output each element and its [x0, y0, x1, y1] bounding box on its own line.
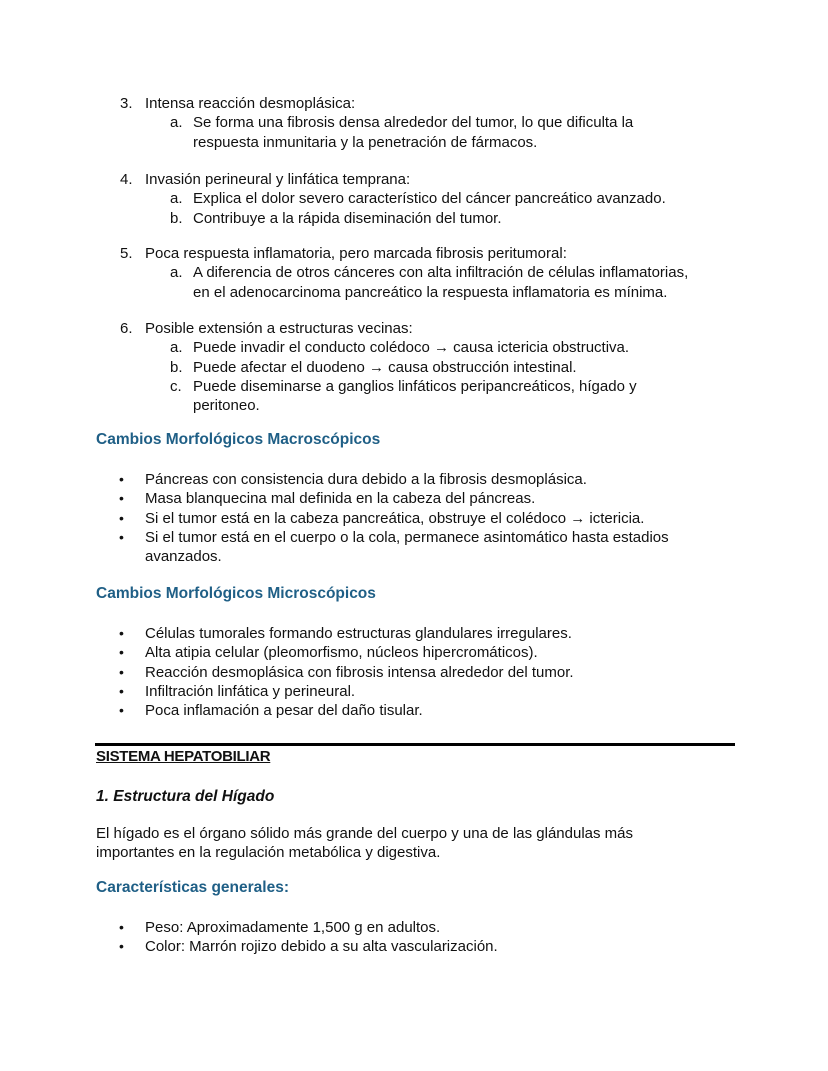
item-text: Poca respuesta inflamatoria, pero marcada fibrosis peritumoral:: [145, 245, 567, 262]
heading-microscopic: Cambios Morfológicos Microscópicos: [96, 585, 376, 602]
section-title: SISTEMA HEPATOBILIAR: [96, 748, 271, 765]
bullet-icon: •: [119, 471, 124, 487]
bullet-text: avanzados.: [145, 548, 222, 566]
sub-item-text: Puede diseminarse a ganglios linfáticos peripancreáticos, hígado y: [193, 377, 637, 395]
bullet-text: Si el tumor está en el cuerpo o la cola, permanece asintomático hasta estadios: [145, 528, 669, 546]
sub-item-letter: a.: [170, 339, 183, 357]
bullet-text: Masa blanquecina mal definida en la cabeza del páncreas.: [145, 490, 536, 508]
bullet-icon: •: [119, 938, 124, 955]
bullet-text: Páncreas con consistencia dura debido a la fibrosis desmoplásica.: [145, 471, 587, 488]
bullet-text: Alta atipia celular (pleomorfismo, núcleos hipercromáticos).: [145, 644, 538, 662]
sub-item-letter: a.: [170, 264, 183, 282]
paragraph-line: importantes en la regulación metabólica y digestiva.: [96, 844, 441, 862]
item-number: 3.: [120, 95, 133, 112]
sub-item-text: respuesta inmunitaria y la penetración de fármacos.: [193, 133, 538, 151]
subsection-title: 1. Estructura del Hígado: [96, 788, 275, 805]
bullet-text: Infiltración linfática y perineural.: [145, 682, 356, 700]
sub-item-letter: a.: [170, 114, 183, 132]
bullet-icon: •: [119, 663, 124, 680]
bullet-text: Células tumorales formando estructuras glandulares irregulares.: [145, 625, 572, 642]
bullet-icon: •: [119, 490, 124, 507]
item-number: 6.: [120, 320, 133, 337]
sub-item-text: Contribuye a la rápida diseminación del tumor.: [193, 209, 502, 227]
bullet-text: Poca inflamación a pesar del daño tisular.: [145, 702, 423, 720]
bullet-icon: •: [119, 682, 124, 699]
bullet-icon: •: [119, 919, 124, 935]
bullet-text: Si el tumor está en la cabeza pancreática, obstruye el colédoco → ictericia.: [145, 509, 645, 527]
bullet-icon: •: [119, 528, 124, 545]
item-text: Posible extensión a estructuras vecinas:: [145, 320, 413, 337]
sub-item-letter: b.: [170, 358, 183, 376]
heading-general: Características generales:: [96, 879, 290, 896]
sub-item-text: Se forma una fibrosis densa alrededor del tumor, lo que dificulta la: [193, 114, 634, 132]
sub-item-letter: a.: [170, 190, 183, 208]
item-number: 5.: [120, 245, 133, 262]
bullet-text: Color: Marrón rojizo debido a su alta vascularización.: [145, 938, 498, 956]
sub-item-text: Explica el dolor severo característico del cáncer pancreático avanzado.: [193, 190, 666, 208]
sub-item-text: A diferencia de otros cánceres con alta infiltración de células inflamatorias,: [193, 264, 689, 282]
sub-item-letter: c.: [170, 377, 182, 395]
heading-macroscopic: Cambios Morfológicos Macroscópicos: [96, 431, 381, 448]
paragraph: [96, 824, 746, 863]
item-text: Intensa reacción desmoplásica:: [145, 95, 356, 112]
sub-item-text: Puede invadir el conducto colédoco → causa ictericia obstructiva.: [193, 339, 630, 357]
bullet-text: Peso: Aproximadamente 1,500 g en adultos.: [145, 919, 441, 936]
bullet-icon: •: [119, 625, 124, 641]
bullet-icon: •: [119, 644, 124, 661]
bullet-text: Reacción desmoplásica con fibrosis intensa alrededor del tumor.: [145, 663, 574, 681]
section-divider: [95, 743, 735, 746]
bullet-icon: •: [119, 702, 124, 719]
item-number: 4.: [120, 171, 133, 188]
sub-item-text: Puede afectar el duodeno → causa obstrucción intestinal.: [193, 358, 577, 376]
sub-item-letter: b.: [170, 209, 183, 227]
sub-item-text: peritoneo.: [193, 397, 260, 415]
bullet-icon: •: [119, 509, 124, 526]
sub-item-text: en el adenocarcinoma pancreático la respuesta inflamatoria es mínima.: [193, 283, 668, 301]
paragraph-line: El hígado es el órgano sólido más grande del cuerpo y una de las glándulas más: [96, 825, 634, 842]
item-text: Invasión perineural y linfática temprana:: [145, 171, 411, 188]
